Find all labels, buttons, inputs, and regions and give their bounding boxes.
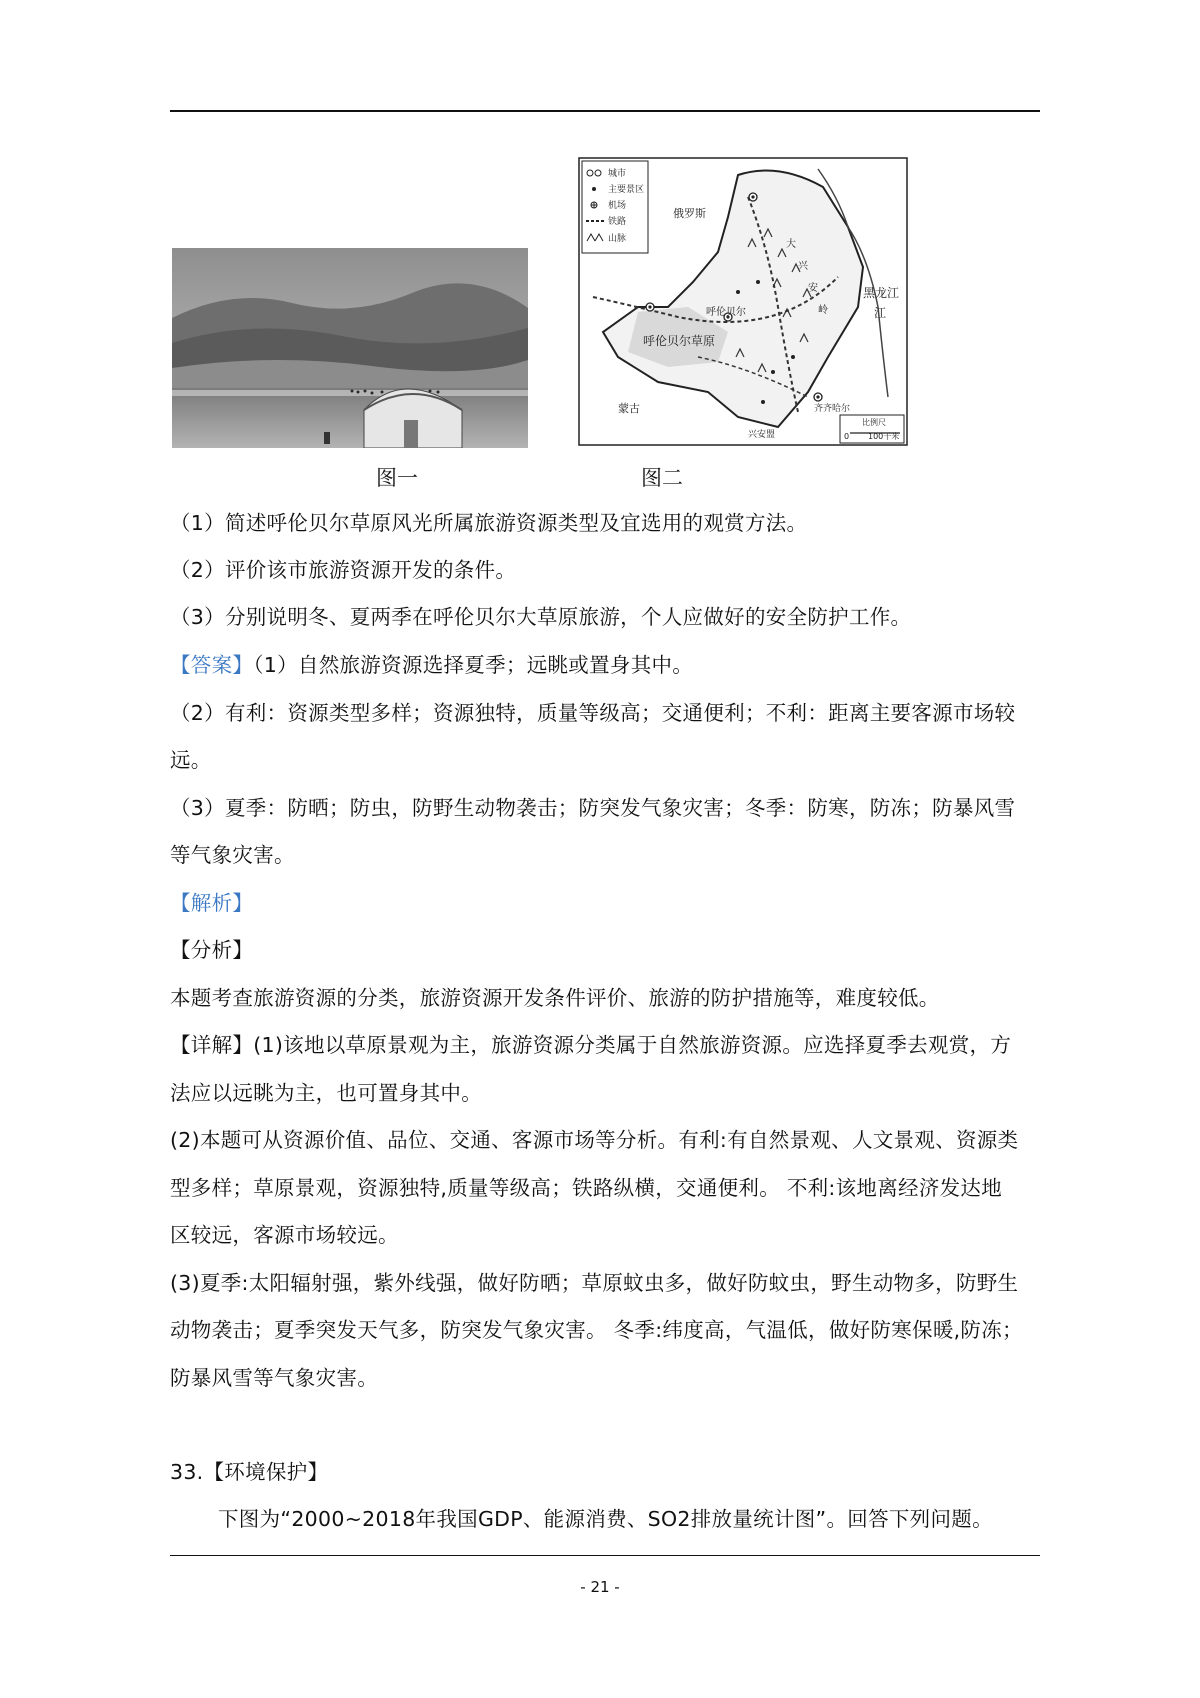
label-qiqihar: 齐齐哈尔 [814, 404, 851, 414]
fenxi-tag: 【分析】 [170, 938, 254, 962]
grassland-photo [172, 248, 528, 448]
label-heilongjiang-2: 江 [874, 306, 887, 320]
label-grassland: 呼伦贝尔草原 [643, 334, 716, 348]
answer-3-line-1: （3）夏季：防晒；防虫，防野生动物袭击；防突发气象灾害；冬季：防寒，防冻；防暴风雪 [170, 796, 1016, 820]
hulunbuir-map [578, 157, 908, 446]
fenxi-text: 本题考查旅游资源的分类，旅游资源开发条件评价、旅游的防护措施等，难度较低。 [170, 986, 940, 1010]
analysis-tag: 【解析】 [170, 891, 254, 915]
scale-title: 比例尺 [862, 418, 886, 427]
scale-value: 100千米 [868, 432, 900, 441]
answer-line-1 [170, 648, 693, 678]
legend-railway: 铁路 [608, 217, 627, 227]
answer-1: （1）自然旅游资源选择夏季；远眺或置身其中。 [253, 653, 694, 677]
detail-line-1: 【详解】(1)该地以草原景观为主，旅游资源分类属于自然旅游资源。应选择夏季去观赏，方 [170, 1033, 1012, 1057]
question-1: （1）简述呼伦贝尔草原风光所属旅游资源类型及宜选用的观赏方法。 [170, 511, 808, 535]
answer-3-line-2: 等气象灾害。 [170, 843, 295, 867]
answer-2-line-2: 远。 [170, 748, 212, 772]
header-rule [170, 110, 1040, 112]
label-heilongjiang: 黑龙江 [863, 286, 900, 300]
detail-line-7: 动物袭击；夏季突发天气多，防突发气象灾害。 冬季:纬度高，气温低，做好防寒保暖,防冻； [170, 1318, 1023, 1342]
figure-1-caption: 图一 [376, 466, 418, 490]
detail-line-3: (2)本题可从资源价值、品位、交通、客源市场等分析。有利:有自然景观、人文景观、资源类 [170, 1128, 1019, 1152]
legend-mountain: 山脉 [608, 234, 627, 244]
detail-line-8: 防暴风雪等气象灾害。 [170, 1366, 378, 1390]
label-xinganmeng: 兴安盟 [748, 430, 776, 440]
legend-city: 城市 [608, 169, 627, 179]
question-33-title: 33.【环境保护】 [170, 1460, 329, 1484]
label-mongolia: 蒙古 [618, 402, 640, 415]
detail-line-2: 法应以远眺为主，也可置身其中。 [170, 1081, 482, 1105]
question-33-intro: 下图为“2000~2018年我国GDP、能源消费、SO2排放量统计图”。回答下列问题。 [218, 1507, 993, 1531]
detail-line-4: 型多样；草原景观，资源独特,质量等级高；铁路纵横，交通便利。 不利:该地离经济发达地 [170, 1176, 1003, 1200]
question-3: （3）分别说明冬、夏两季在呼伦贝尔大草原旅游，个人应做好的安全防护工作。 [170, 605, 912, 629]
detail-line-6: (3)夏季:太阳辐射强，紫外线强，做好防晒；草原蚊虫多，做好防蚊虫，野生动物多，防野生 [170, 1271, 1019, 1295]
label-hulunbuir: 呼伦贝尔 [706, 307, 746, 318]
answer-tag: 【答案】 [170, 653, 254, 677]
answer-2-line-1: （2）有利：资源类型多样；资源独特，质量等级高；交通便利；不利：距离主要客源市场较 [170, 701, 1016, 725]
figure-2-caption: 图二 [641, 466, 683, 490]
legend-scenic: 主要景区 [608, 185, 645, 195]
question-2: （2）评价该市旅游资源开发的条件。 [170, 558, 517, 582]
detail-line-5: 区较远，客源市场较远。 [170, 1223, 399, 1247]
label-mountain-1: 大 [786, 239, 796, 250]
label-mountain-4: 岭 [818, 305, 828, 316]
label-mountain-3: 安 [808, 283, 818, 294]
legend-airport: 机场 [608, 201, 627, 211]
label-russia: 俄罗斯 [673, 207, 706, 220]
label-mountain-2: 兴 [798, 261, 808, 272]
footer-rule [170, 1555, 1040, 1556]
scale-zero: 0 [844, 432, 850, 441]
page-number: - 21 - [580, 1578, 620, 1596]
